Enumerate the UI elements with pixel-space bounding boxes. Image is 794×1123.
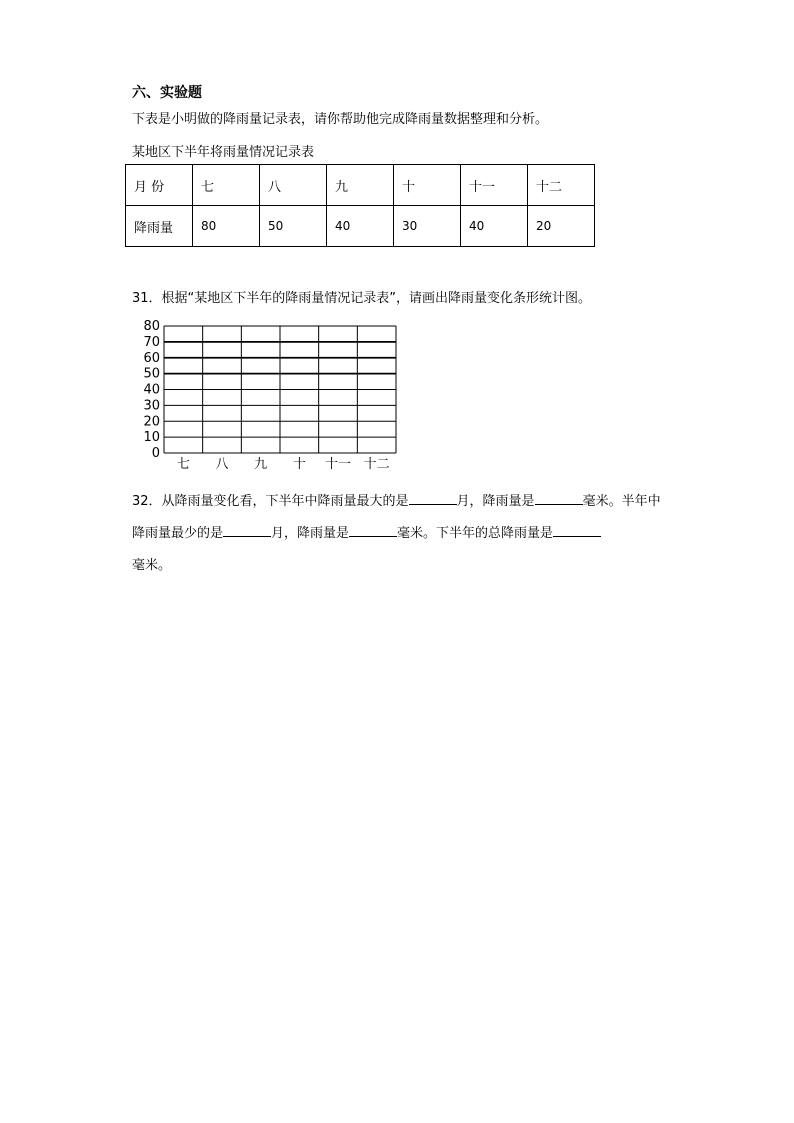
intro-text: 下表是小明做的降雨量记录表，请你帮助他完成降雨量数据整理和分析。 — [132, 112, 549, 127]
question-32 — [132, 486, 672, 582]
value-cell: 50 — [260, 206, 327, 247]
q32-text-3: 毫米。半年中降雨量最少的是 — [132, 494, 661, 541]
x-tick-label: 十二 — [363, 457, 390, 472]
value-cell: 80 — [193, 206, 260, 247]
y-tick-label: 80 — [143, 319, 160, 334]
x-tick-label: 八 — [215, 457, 229, 472]
table-row — [126, 206, 595, 247]
y-tick-label: 70 — [143, 334, 160, 350]
answer-blank-min-month[interactable] — [223, 522, 271, 537]
header-cell: 十二 — [528, 165, 595, 206]
y-tick-label: 10 — [143, 430, 160, 446]
y-tick-label: 50 — [143, 366, 160, 382]
value-cell: 40 — [461, 206, 528, 247]
answer-blank-total[interactable] — [553, 522, 601, 537]
q32-text-2: 月，降雨量是 — [456, 494, 535, 509]
header-cell: 十 — [394, 165, 461, 206]
blank-bar-chart-grid — [130, 318, 410, 478]
header-cell: 十一 — [461, 165, 528, 206]
rainfall-table — [125, 164, 595, 247]
x-tick-label: 九 — [254, 457, 268, 472]
answer-blank-min-amount[interactable] — [349, 522, 397, 537]
y-tick-label: 60 — [143, 350, 160, 366]
row-label-rainfall: 降雨量 — [126, 206, 193, 247]
q32-text-6: 毫米。 — [132, 558, 172, 573]
q32-text-5: 毫米。下半年的总降雨量是 — [397, 526, 554, 541]
value-cell: 40 — [327, 206, 394, 247]
value-cell: 30 — [394, 206, 461, 247]
header-cell: 九 — [327, 165, 394, 206]
answer-blank-max-month[interactable] — [409, 490, 457, 505]
question-31: 31．根据“某地区下半年的降雨量情况记录表”，请画出降雨量变化条形统计图。 — [132, 291, 592, 306]
y-tick-label: 40 — [143, 382, 160, 398]
answer-blank-max-amount[interactable] — [535, 490, 583, 505]
q32-text-4: 月，降雨量是 — [271, 526, 350, 541]
table-title: 某地区下半年将雨量情况记录表 — [132, 145, 315, 160]
x-tick-label: 七 — [176, 457, 190, 472]
q32-text-1: 32．从降雨量变化看，下半年中降雨量最大的是 — [132, 494, 409, 509]
x-tick-label: 十 — [292, 457, 306, 472]
table-header-row — [126, 165, 595, 206]
y-tick-label: 0 — [151, 446, 160, 461]
header-cell-month: 月 份 — [126, 165, 193, 206]
x-tick-label: 十一 — [324, 457, 352, 472]
y-tick-label: 20 — [143, 414, 160, 430]
header-cell: 七 — [193, 165, 260, 206]
header-cell: 八 — [260, 165, 327, 206]
section-title: 六、实验题 — [132, 85, 202, 101]
y-tick-label: 30 — [143, 398, 160, 414]
value-cell: 20 — [528, 206, 595, 247]
